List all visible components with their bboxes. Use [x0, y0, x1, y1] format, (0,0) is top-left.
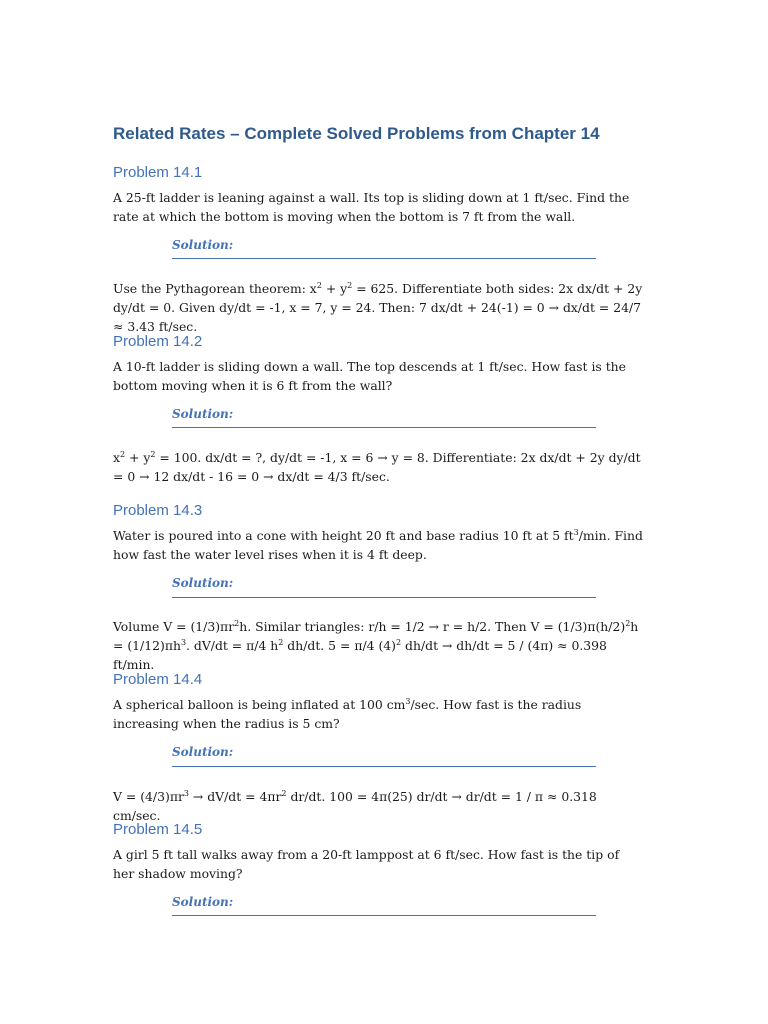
- solution-heading: Solution:: [172, 895, 234, 909]
- problem-text: A spherical balloon is being inflated at 100 $cm^3/\sec$. How fast is the radius increasing when the radius is 5 cm?: [113, 696, 582, 731]
- problem-text: Water is poured into a cone with height 20 ft and base radius 10 ft at 5 $ft^3/\min$. Find how fast the water level rises when it is 4 ft deep.: [113, 527, 643, 562]
- problem-text: A girl 5 ft tall walks away from a 20-ft lamppost at 6 ft/sec. How fast is the tip of her shadow moving?: [113, 847, 620, 881]
- solution-heading: Solution:: [172, 576, 234, 590]
- solution-text: Use the Pythagorean theorem: $x^2 + y^2 = 625$. Differentiate both sides: 2x dx/dt + 2y dy/dt = 0. Given dy/dt = -1, x = 7, y = 24. Then: 7 dx/dt + 24(-1) = 0 → dx/dt = 24/7 ≈ 3.43 ft/sec.: [113, 280, 643, 334]
- problem-heading: Problem 14.4: [113, 671, 203, 688]
- problem-14-2: [113, 333, 643, 395]
- problem-14-3: [113, 502, 643, 564]
- solution-divider: [172, 597, 596, 598]
- solution-text: $x^2 + y^2 = 100$. dx/dt = ?, dy/dt = -1, x = 6 → y = 8. Differentiate: 2x dx/dt + 2y dy/dt = 0 → 12 dx/dt - 16 = 0 → dx/dt = 4/3 ft/sec.: [113, 449, 641, 484]
- solution-divider: [172, 258, 596, 259]
- problem-text: A 10-ft ladder is sliding down a wall. The top descends at 1 ft/sec. How fast is the bottom moving when it is 6 ft from the wall?: [113, 359, 626, 393]
- solution-divider: [172, 427, 596, 428]
- solution-divider: [172, 766, 596, 767]
- problem-heading: Problem 14.5: [113, 821, 203, 838]
- solution-heading: Solution:: [172, 745, 234, 759]
- solution-heading: Solution:: [172, 407, 234, 421]
- solution-divider: [172, 915, 596, 916]
- problem-heading: Problem 14.3: [113, 502, 203, 519]
- problem-14-1: [113, 164, 643, 226]
- solution-text: Volume $V = (1/3)\pi r^2h$. Similar triangles: r/h = 1/2 → r = h/2. Then $V = (1/3)\pi(h/2)^2h = (1/12)\pi h^3$. dV/dt = π/4 $h^2$ dh/dt. 5 = π/4 $(4)^2$ dh/dt → dh/dt = 5 / (4π) ≈ 0.398 ft/min.: [113, 618, 639, 672]
- problem-heading: Problem 14.1: [113, 164, 203, 181]
- problem-text: A 25-ft ladder is leaning against a wall. Its top is sliding down at 1 ft/sec. Find the rate at which the bottom is moving when the bottom is 7 ft from the wall.: [113, 190, 630, 224]
- problem-14-5: [113, 821, 643, 883]
- problem-14-4: [113, 671, 643, 733]
- solution-heading: Solution:: [172, 238, 234, 252]
- document-title: Related Rates – Complete Solved Problems from Chapter 14: [113, 124, 600, 143]
- problem-heading: Problem 14.2: [113, 333, 203, 350]
- solution-text: $V = (4/3)\pi r^3 \to dV/dt = 4\pi r^2$ dr/dt. 100 = 4π(25) dr/dt → dr/dt = 1 / π ≈ 0.318 cm/sec.: [113, 788, 597, 823]
